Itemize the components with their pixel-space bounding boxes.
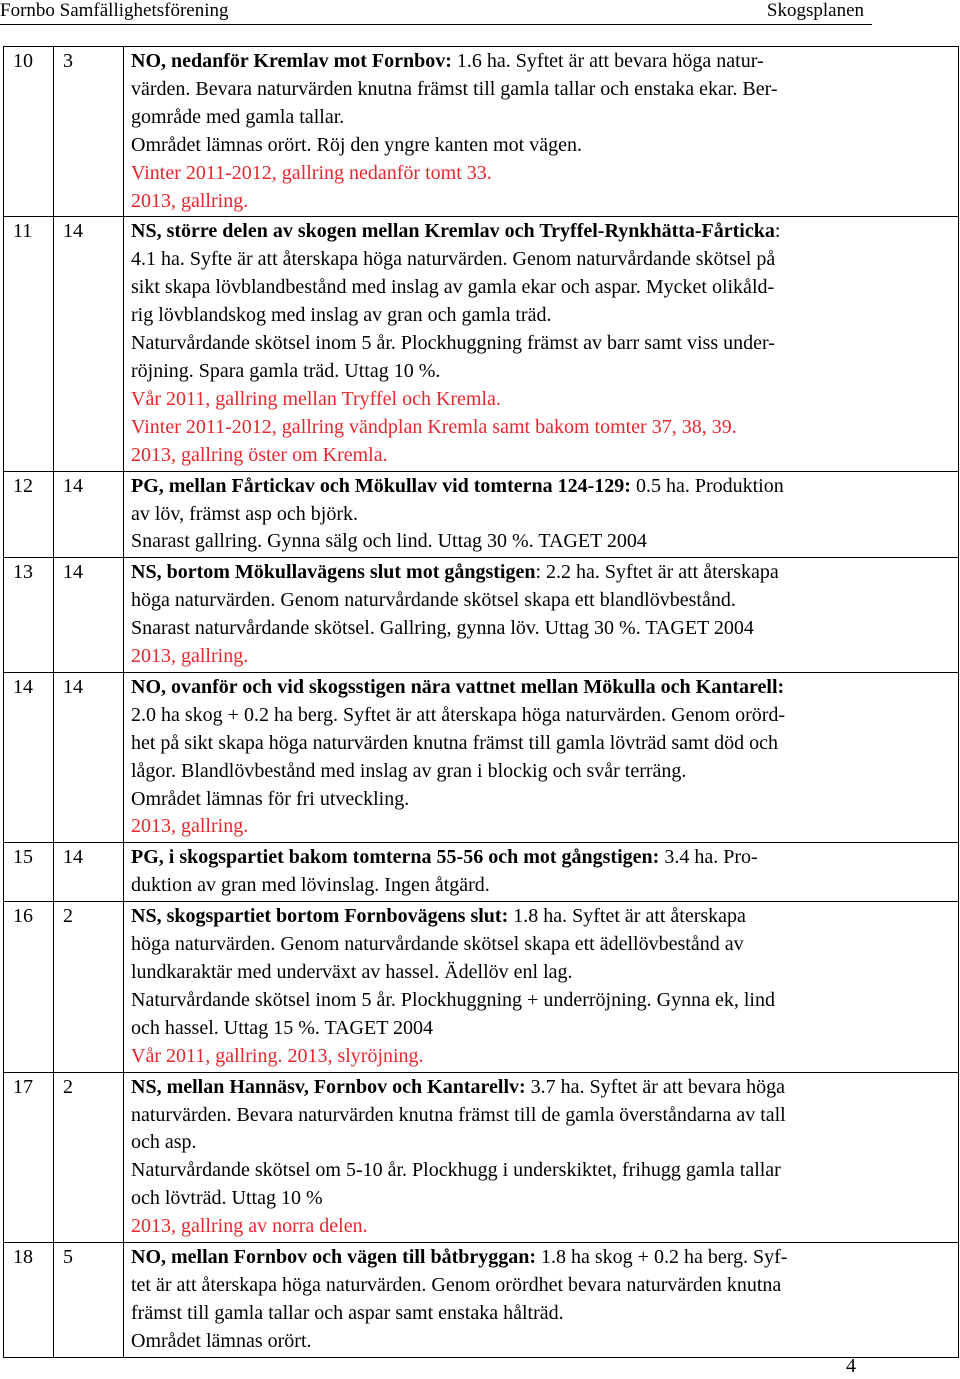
stand-description (124, 1072, 959, 1242)
table-row (4, 47, 959, 217)
description-line (131, 76, 952, 104)
stand-heading: NS, skogspartiet bortom Fornbovägens slut: (131, 905, 509, 928)
description-line (131, 358, 952, 386)
table-row (4, 558, 959, 673)
page-header (0, 0, 872, 25)
table-row (4, 672, 959, 842)
description-line (131, 473, 952, 501)
description-text: röjning. Spara gamla träd. Uttag 10 %. (131, 359, 441, 382)
description-line (131, 246, 952, 274)
description-text: Området lämnas orört. Röj den yngre kanten mot vägen. (131, 133, 582, 156)
action-note: Vår 2011, gallring mellan Tryffel och Kremla. (131, 387, 501, 410)
description-line (131, 188, 952, 216)
stand-description (124, 471, 959, 558)
forest-plan-table (3, 46, 959, 1358)
description-text: 0.5 ha. Produktion (630, 474, 784, 497)
description-line (131, 674, 952, 702)
description-text: och lövträd. Uttag 10 % (131, 1187, 323, 1210)
description-line (131, 274, 952, 302)
stand-number: 3 (54, 47, 124, 217)
description-line (131, 1129, 952, 1157)
description-line (131, 872, 952, 900)
description-line (131, 1015, 952, 1043)
description-line (131, 959, 952, 987)
stand-heading: NO, mellan Fornbov och vägen till båtbryggan: (131, 1246, 537, 1269)
action-note: 2013, gallring. (131, 645, 249, 668)
section-number: 17 (4, 1072, 54, 1242)
description-text: lågor. Blandlövbestånd med inslag av gran i blockig och svår terräng. (131, 759, 687, 782)
description-text: höga naturvärden. Genom naturvårdande skötsel skapa ett ädellövbestånd av (131, 933, 744, 956)
description-line (131, 1074, 952, 1102)
action-note: 2013, gallring. (131, 815, 249, 838)
description-text: tet är att återskapa höga naturvärden. Genom orördhet bevara naturvärden knutna (131, 1273, 782, 1296)
description-line (131, 615, 952, 643)
description-text: höga naturvärden. Genom naturvårdande skötsel skapa ett blandlövbestånd. (131, 589, 736, 612)
description-line (131, 1157, 952, 1185)
description-text: 1.6 ha. Syftet är att bevara höga natur- (451, 50, 764, 72)
stand-description (124, 47, 959, 217)
section-number: 16 (4, 902, 54, 1072)
stand-number: 14 (54, 558, 124, 673)
description-text: Naturvårdande skötsel inom 5 år. Plockhuggning främst av barr samt viss under- (131, 332, 775, 355)
description-text: : (774, 220, 781, 243)
description-line (131, 559, 952, 587)
description-line (131, 414, 952, 442)
description-line (131, 160, 952, 188)
stand-heading: NS, mellan Hannäsv, Fornbov och Kantarellv: (131, 1075, 526, 1098)
description-line (131, 330, 952, 358)
action-note: Vinter 2011-2012, gallring nedanför tomt 33. (131, 161, 492, 184)
stand-number: 2 (54, 1072, 124, 1242)
description-line (131, 730, 952, 758)
description-text: Området lämnas orört. (131, 1329, 312, 1352)
description-text: 4.1 ha. Syfte är att återskapa höga naturvärden. Genom naturvårdande skötsel på (131, 248, 776, 271)
stand-description (124, 1243, 959, 1358)
description-line (131, 1328, 952, 1356)
description-text: naturvärden. Bevara naturvärden knutna främst till de gamla överståndarna av tall (131, 1103, 786, 1126)
page-number: 4 (846, 1355, 856, 1377)
description-line (131, 813, 952, 841)
action-note: 2013, gallring av norra delen. (131, 1215, 368, 1238)
stand-number: 2 (54, 902, 124, 1072)
description-line (131, 48, 952, 76)
stand-number: 14 (54, 672, 124, 842)
table-row (4, 1243, 959, 1358)
description-line (131, 987, 952, 1015)
action-note: 2013, gallring öster om Kremla. (131, 443, 388, 466)
description-line (131, 442, 952, 470)
table-row (4, 1072, 959, 1242)
description-line (131, 501, 952, 529)
description-text: av löv, främst asp och björk. (131, 502, 358, 525)
stand-number: 5 (54, 1243, 124, 1358)
description-text: het på sikt skapa höga naturvärden knutna främst till gamla lövträd samt död och (131, 731, 779, 754)
description-text: och asp. (131, 1131, 197, 1154)
section-number: 15 (4, 843, 54, 902)
stand-heading: NS, bortom Mökullavägens slut mot gångstigen (131, 561, 536, 584)
description-line (131, 104, 952, 132)
description-text: 1.8 ha. Syftet är att återskapa (508, 905, 746, 928)
section-number: 12 (4, 471, 54, 558)
description-text: duktion av gran med lövinslag. Ingen åtgärd. (131, 874, 490, 897)
description-line (131, 1213, 952, 1241)
description-text: Naturvårdande skötsel om 5-10 år. Plockhugg i underskiktet, frihugg gamla tallar (131, 1159, 781, 1182)
table-row (4, 217, 959, 471)
action-note: Vinter 2011-2012, gallring vändplan Kremla samt bakom tomter 37, 38, 39. (131, 415, 737, 438)
description-line (131, 758, 952, 786)
description-text: Naturvårdande skötsel inom 5 år. Plockhuggning + underröjning. Gynna ek, lind (131, 988, 775, 1011)
table-row (4, 471, 959, 558)
description-line (131, 1272, 952, 1300)
stand-heading: NO, ovanför och vid skogsstigen nära vattnet mellan Mökulla och Kantarell: (131, 675, 785, 698)
stand-description (124, 902, 959, 1072)
description-line (131, 132, 952, 160)
description-text: främst till gamla tallar och aspar samt enstaka hålträd. (131, 1301, 564, 1324)
description-line (131, 528, 952, 556)
description-line (131, 643, 952, 671)
description-text: Området lämnas för fri utveckling. (131, 787, 410, 810)
description-line (131, 702, 952, 730)
stand-number: 14 (54, 843, 124, 902)
description-line (131, 1102, 952, 1130)
description-line (131, 386, 952, 414)
section-number: 13 (4, 558, 54, 673)
section-number: 11 (4, 217, 54, 471)
description-line (131, 587, 952, 615)
description-text: sikt skapa lövblandbestånd med inslag av gamla ekar och aspar. Mycket olikåld- (131, 276, 775, 299)
stand-heading: PG, mellan Fårtickav och Mökullav vid tomterna 124-129: (131, 474, 631, 497)
forest-plan-table-body (4, 47, 959, 1358)
description-text: lundkaraktär med underväxt av hassel. Ädellöv enl lag. (131, 961, 573, 983)
description-text: rig lövblandskog med inslag av gran och gamla träd. (131, 304, 552, 327)
description-line (131, 1244, 952, 1272)
header-organization: Fornbo Samfällighetsförening (0, 0, 229, 21)
table-row (4, 902, 959, 1072)
action-note: Vår 2011, gallring. 2013, slyröjning. (131, 1044, 424, 1067)
description-text: 2.0 ha skog + 0.2 ha berg. Syftet är att återskapa höga naturvärden. Genom orörd- (131, 703, 786, 726)
description-line (131, 844, 952, 872)
description-text: 1.8 ha skog + 0.2 ha berg. Syf- (536, 1246, 788, 1269)
stand-description (124, 558, 959, 673)
description-line (131, 786, 952, 814)
stand-heading: PG, i skogspartiet bakom tomterna 55-56 och mot gångstigen: (131, 846, 660, 869)
description-text: gområde med gamla tallar. (131, 105, 345, 128)
description-line (131, 931, 952, 959)
stand-description (124, 217, 959, 471)
description-text: 3.4 ha. Pro- (659, 846, 758, 869)
description-text: Snarast naturvårdande skötsel. Gallring, gynna löv. Uttag 30 %. TAGET 2004 (131, 617, 754, 640)
stand-description (124, 843, 959, 902)
section-number: 14 (4, 672, 54, 842)
description-line (131, 1185, 952, 1213)
description-text: Snarast gallring. Gynna sälg och lind. Uttag 30 %. TAGET 2004 (131, 530, 647, 553)
table-row (4, 843, 959, 902)
description-line (131, 218, 952, 246)
description-line (131, 302, 952, 330)
stand-heading: NO, nedanför Kremlav mot Fornbov: (131, 50, 452, 72)
action-note: 2013, gallring. (131, 189, 249, 212)
stand-number: 14 (54, 471, 124, 558)
section-number: 18 (4, 1243, 54, 1358)
description-text: 3.7 ha. Syftet är att bevara höga (525, 1075, 786, 1098)
description-line (131, 1300, 952, 1328)
stand-description (124, 672, 959, 842)
stand-heading: NS, större delen av skogen mellan Kremlav och Tryffel-Rynkhätta-Fårticka (131, 220, 775, 243)
description-line (131, 903, 952, 931)
description-text: och hassel. Uttag 15 %. TAGET 2004 (131, 1016, 434, 1039)
section-number: 10 (4, 47, 54, 217)
header-document-title: Skogsplanen (766, 0, 864, 21)
description-line (131, 1043, 952, 1071)
stand-number: 14 (54, 217, 124, 471)
description-text: värden. Bevara naturvärden knutna främst till gamla tallar och enstaka ekar. Ber- (131, 77, 778, 100)
description-text: : 2.2 ha. Syftet är att återskapa (535, 561, 779, 584)
